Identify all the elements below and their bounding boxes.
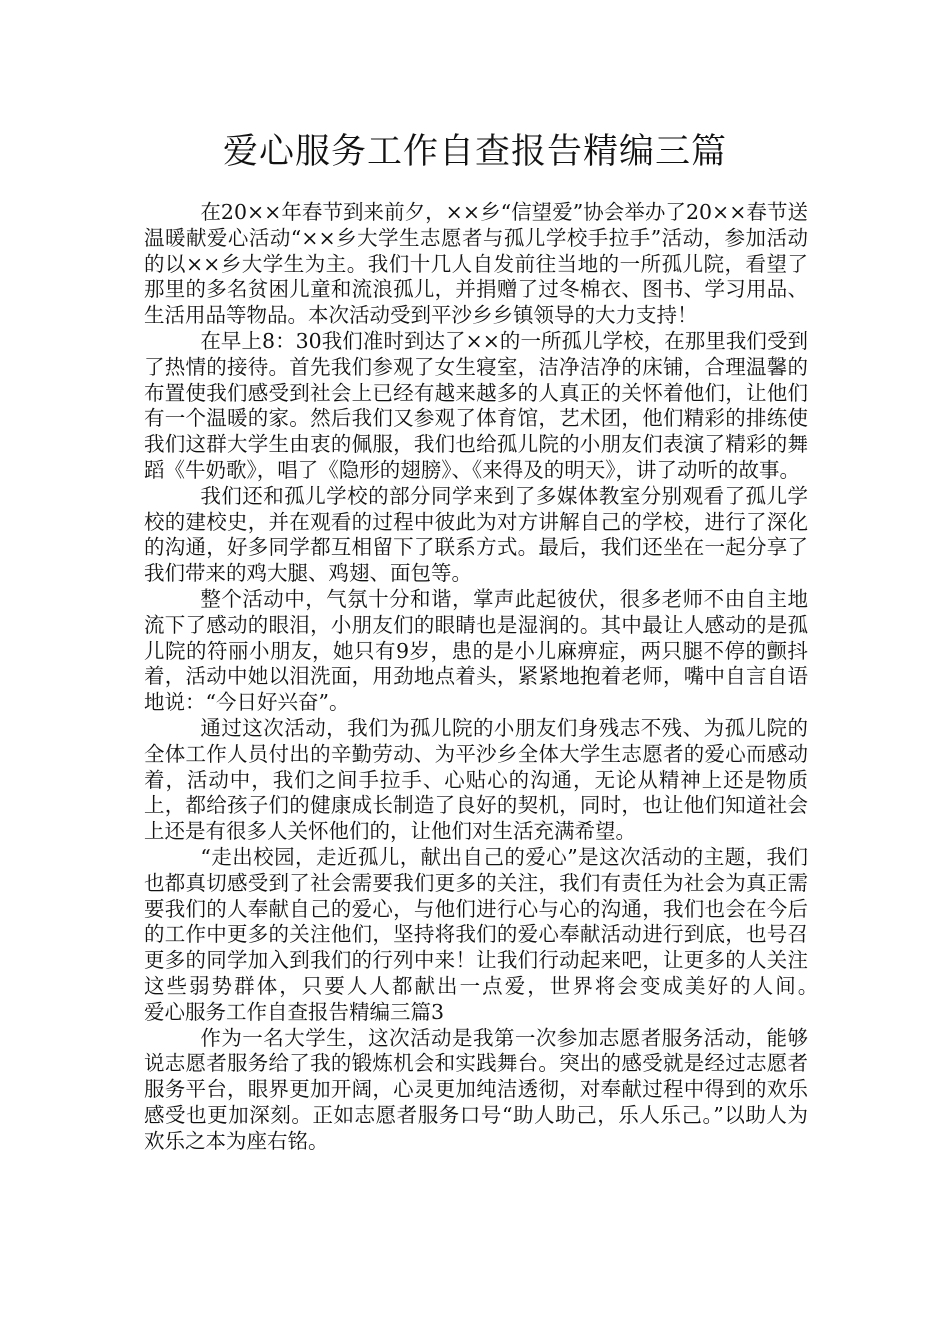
paragraph: 作为一名大学生，这次活动是我第一次参加志愿者服务活动，能够说志愿者服务给了我的锻炼机会和实践舞台。突出的感受就是经过志愿者服务平台，眼界更加开阔，心灵更加纯洁透彻，对奉献过程中得到的欢乐感受也更加深刻。正如志愿者服务口号“助人助己，乐人乐己。”以助人为欢乐之本为座右铭。 [144,1025,808,1153]
paragraph: 我们还和孤儿学校的部分同学来到了多媒体教室分别观看了孤儿学校的建校史，并在观看的过程中彼此为对方讲解自己的学校，进行了深化的沟通，好多同学都互相留下了联系方式。最后，我们还坐在一起分享了我们带来的鸡大腿、鸡翅、面包等。 [144,483,808,586]
paragraph: 在20××年春节到来前夕，××乡“信望爱”协会举办了20××春节送温暖献爱心活动“××乡大学生志愿者与孤儿学校手拉手”活动，参加活动的以××乡大学生为主。我们十几人自发前往当地的一所孤儿院，看望了那里的多名贫困儿童和流浪孤儿，并捐赠了过冬棉衣、图书、学习用品、生活用品等物品。本次活动受到平沙乡乡镇领导的大力支持！ [144,200,808,328]
paragraph: 整个活动中，气氛十分和谐，掌声此起彼伏，很多老师不由自主地流下了感动的眼泪，小朋友们的眼睛也是湿润的。其中最让人感动的是孤儿院的符丽小朋友，她只有9岁，患的是小儿麻痹症，两只腿不停的颤抖着，活动中她以泪洗面，用劲地点着头，紧紧地抱着老师，嘴中自言自语地说：“今日好兴奋”。 [144,586,808,715]
document-title: 爱心服务工作自查报告精编三篇 [222,132,727,172]
document-body [144,200,849,1154]
paragraph: 通过这次活动，我们为孤儿院的小朋友们身残志不残、为孤儿院的全体工作人员付出的辛勤劳动、为平沙乡全体大学生志愿者的爱心而感动着，活动中，我们之间手拉手、心贴心的沟通，无论从精神上还是物质上，都给孩子们的健康成长制造了良好的契机，同时，也让他们知道社会上还是有很多人关怀他们的，让他们对生活充满希望。 [144,715,808,844]
paragraph: 在早上8：30我们准时到达了××的一所孤儿学校，在那里我们受到了热情的接待。首先我们参观了女生寝室，洁净洁净的床铺，合理温馨的布置使我们感受到社会上已经有越来越多的人真正的关怀着他们，让他们有一个温暖的家。然后我们又参观了体育馆，艺术团，他们精彩的排练使我们这群大学生由衷的佩服，我们也给孤儿院的小朋友们表演了精彩的舞蹈《牛奶歌》，唱了《隐形的翅膀》、《来得及的明天》，讲了动听的故事。 [144,328,808,482]
paragraph: “走出校园，走近孤儿，献出自己的爱心”是这次活动的主题，我们也都真切感受到了社会需要我们更多的关注，我们有责任为社会为真正需要我们的人奉献自己的爱心，与他们进行心与心的沟通，我们也会在今后的工作中更多的关注他们，坚持将我们的爱心奉献活动进行到底，也号召更多的同学加入到我们的行列中来！让我们行动起来吧，让更多的人关注这些弱势群体，只要人人都献出一点爱，世界将会变成美好的人间。 爱心服务工作自查报告精编三篇3 [144,844,849,1024]
